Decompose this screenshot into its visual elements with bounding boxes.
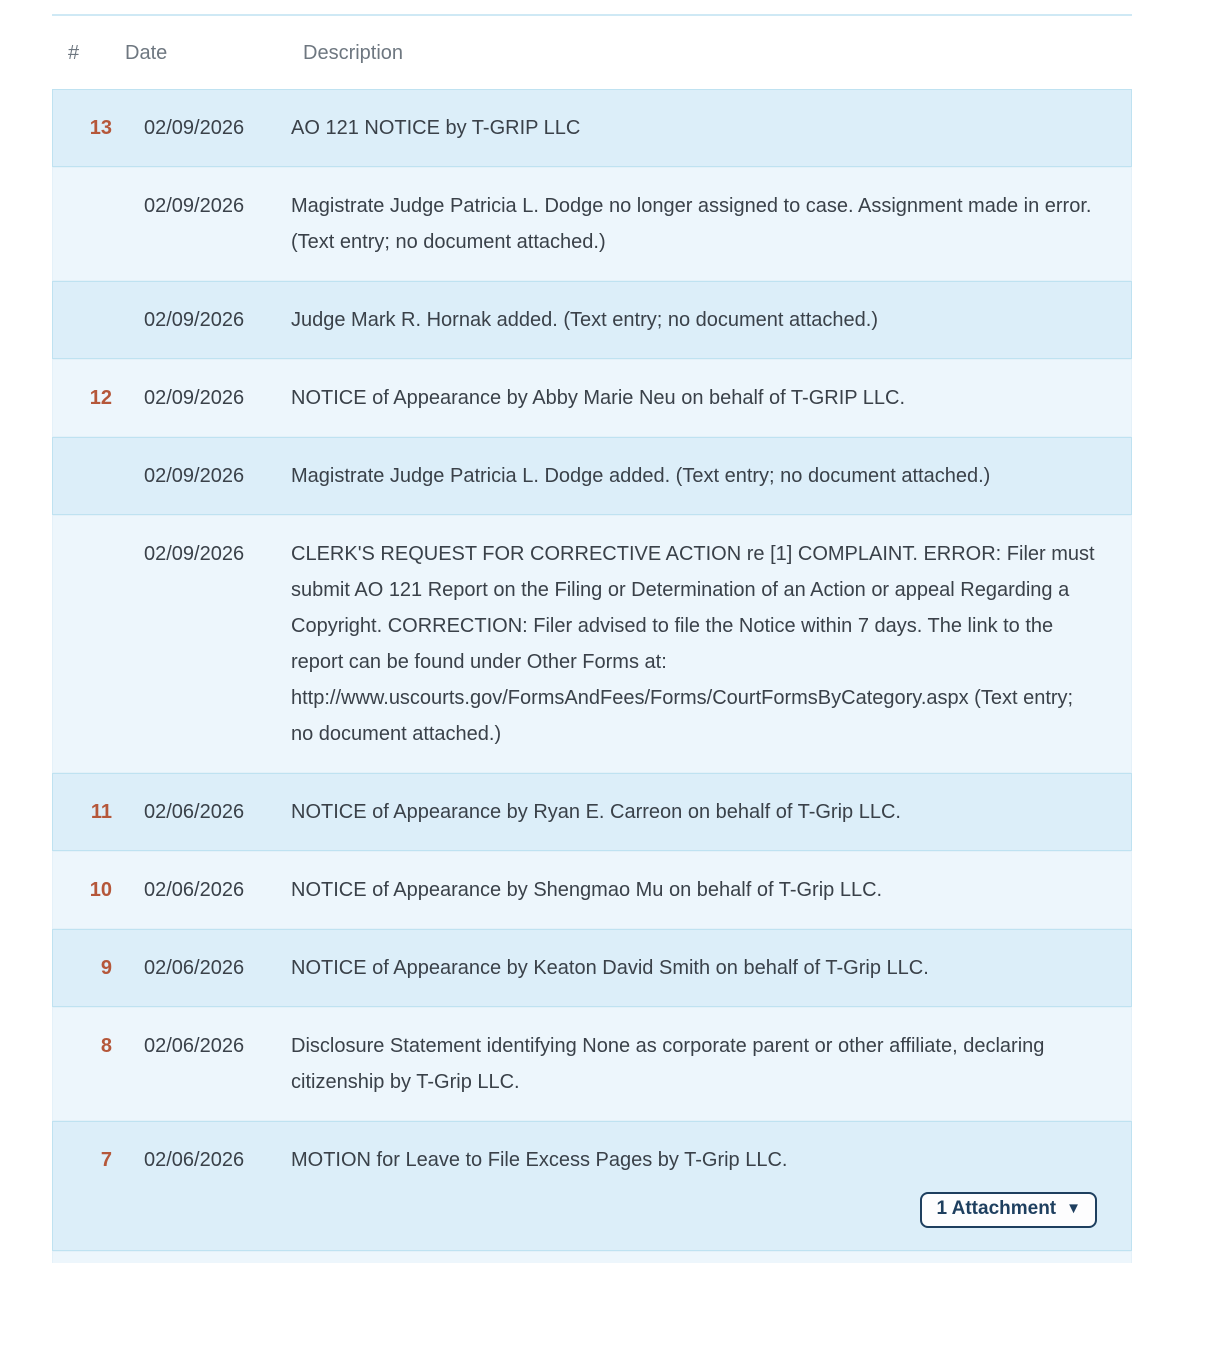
entry-date: 02/06/2026 bbox=[144, 801, 245, 823]
entry-number-link[interactable]: 8 bbox=[100, 1035, 112, 1057]
entry-description: NOTICE of Appearance by Keaton David Smith on behalf of T-Grip LLC. bbox=[291, 957, 929, 979]
entry-description: NOTICE of Appearance by Abby Marie Neu on behalf of T-GRIP LLC. bbox=[291, 387, 906, 409]
entry-date: 02/06/2026 bbox=[144, 1035, 245, 1057]
table-row-partial bbox=[52, 1251, 1132, 1263]
entry-description-cell bbox=[291, 110, 1131, 146]
entry-description: CLERK'S REQUEST FOR CORRECTIVE ACTION re [1] COMPLAINT. ERROR: Filer must submit AO 121 Report on the Filing or Determination of an Action or appeal Regarding a Copyright. CORRECTION: Filer advised to file the Notice within 7 days. The link to the report can be found under Other Forms at: http://www.uscourts.gov/FormsAndFees/Forms/CourtFormsByCategory.aspx (Text entry; no document attached.) bbox=[291, 543, 1095, 745]
attachment-button[interactable] bbox=[920, 1192, 1097, 1228]
table-row bbox=[52, 281, 1132, 359]
entry-description-cell bbox=[291, 950, 1131, 986]
entry-description-cell bbox=[291, 458, 1131, 494]
entry-number-link[interactable]: 9 bbox=[100, 957, 112, 979]
entry-description: AO 121 NOTICE by T-GRIP LLC bbox=[291, 117, 581, 139]
table-header-row bbox=[52, 14, 1132, 89]
entry-date: 02/09/2026 bbox=[144, 195, 245, 217]
entry-date: 02/09/2026 bbox=[144, 309, 245, 331]
entry-number-empty bbox=[53, 188, 126, 260]
entry-date: 02/06/2026 bbox=[144, 879, 245, 901]
entry-description: Disclosure Statement identifying None as corporate parent or other affiliate, declaring citizenship by T-Grip LLC. bbox=[291, 1035, 1045, 1093]
entry-description: MOTION for Leave to File Excess Pages by T-Grip LLC. bbox=[291, 1149, 788, 1171]
entry-description: Magistrate Judge Patricia L. Dodge added. (Text entry; no document attached.) bbox=[291, 465, 991, 487]
entry-date: 02/09/2026 bbox=[144, 387, 245, 409]
table-row bbox=[52, 929, 1132, 1007]
entry-number-empty bbox=[53, 458, 126, 494]
entry-date: 02/06/2026 bbox=[144, 957, 245, 979]
entry-description-cell bbox=[291, 872, 1131, 908]
entry-description-cell bbox=[291, 536, 1131, 752]
entry-number-empty bbox=[53, 302, 126, 338]
attachment-button-label: 1 Attachment bbox=[936, 1198, 1057, 1219]
entry-description: NOTICE of Appearance by Ryan E. Carreon on behalf of T-Grip LLC. bbox=[291, 801, 901, 823]
table-row bbox=[52, 437, 1132, 515]
table-row bbox=[52, 359, 1132, 437]
entry-date: 02/09/2026 bbox=[144, 117, 245, 139]
table-row bbox=[52, 167, 1132, 281]
header-entry-number: # bbox=[68, 42, 80, 64]
table-row bbox=[52, 89, 1132, 167]
table-row bbox=[52, 515, 1132, 773]
docket-table-body bbox=[52, 89, 1132, 1251]
entry-description: NOTICE of Appearance by Shengmao Mu on behalf of T-Grip LLC. bbox=[291, 879, 883, 901]
entry-description-cell bbox=[291, 188, 1131, 260]
header-description: Description bbox=[303, 42, 404, 64]
docket-entries-table bbox=[52, 14, 1132, 1263]
entry-description-cell bbox=[291, 1142, 1131, 1230]
entry-description-cell bbox=[291, 302, 1131, 338]
entry-description-cell bbox=[291, 1028, 1131, 1100]
entry-number-link[interactable]: 10 bbox=[89, 879, 112, 901]
entry-number-link[interactable]: 11 bbox=[90, 801, 112, 823]
table-row bbox=[52, 851, 1132, 929]
entry-description-cell bbox=[291, 380, 1131, 416]
entry-date: 02/09/2026 bbox=[144, 543, 245, 565]
attachment-button-row bbox=[291, 1192, 1097, 1228]
entry-date: 02/06/2026 bbox=[144, 1149, 245, 1171]
entry-description: Judge Mark R. Hornak added. (Text entry; no document attached.) bbox=[291, 309, 878, 331]
table-row bbox=[52, 1121, 1132, 1251]
table-row bbox=[52, 773, 1132, 851]
entry-number-link[interactable]: 12 bbox=[89, 387, 112, 409]
entry-number-link[interactable]: 13 bbox=[89, 117, 112, 139]
entry-date: 02/09/2026 bbox=[144, 465, 245, 487]
table-row bbox=[52, 1007, 1132, 1121]
entry-description: Magistrate Judge Patricia L. Dodge no longer assigned to case. Assignment made in error. (Text entry; no document attached.) bbox=[291, 195, 1092, 253]
header-date: Date bbox=[125, 42, 168, 64]
entry-number-link[interactable]: 7 bbox=[100, 1149, 112, 1171]
entry-description-cell bbox=[291, 794, 1131, 830]
entry-number-empty bbox=[53, 536, 126, 752]
caret-down-icon: ▼ bbox=[1066, 1200, 1081, 1217]
